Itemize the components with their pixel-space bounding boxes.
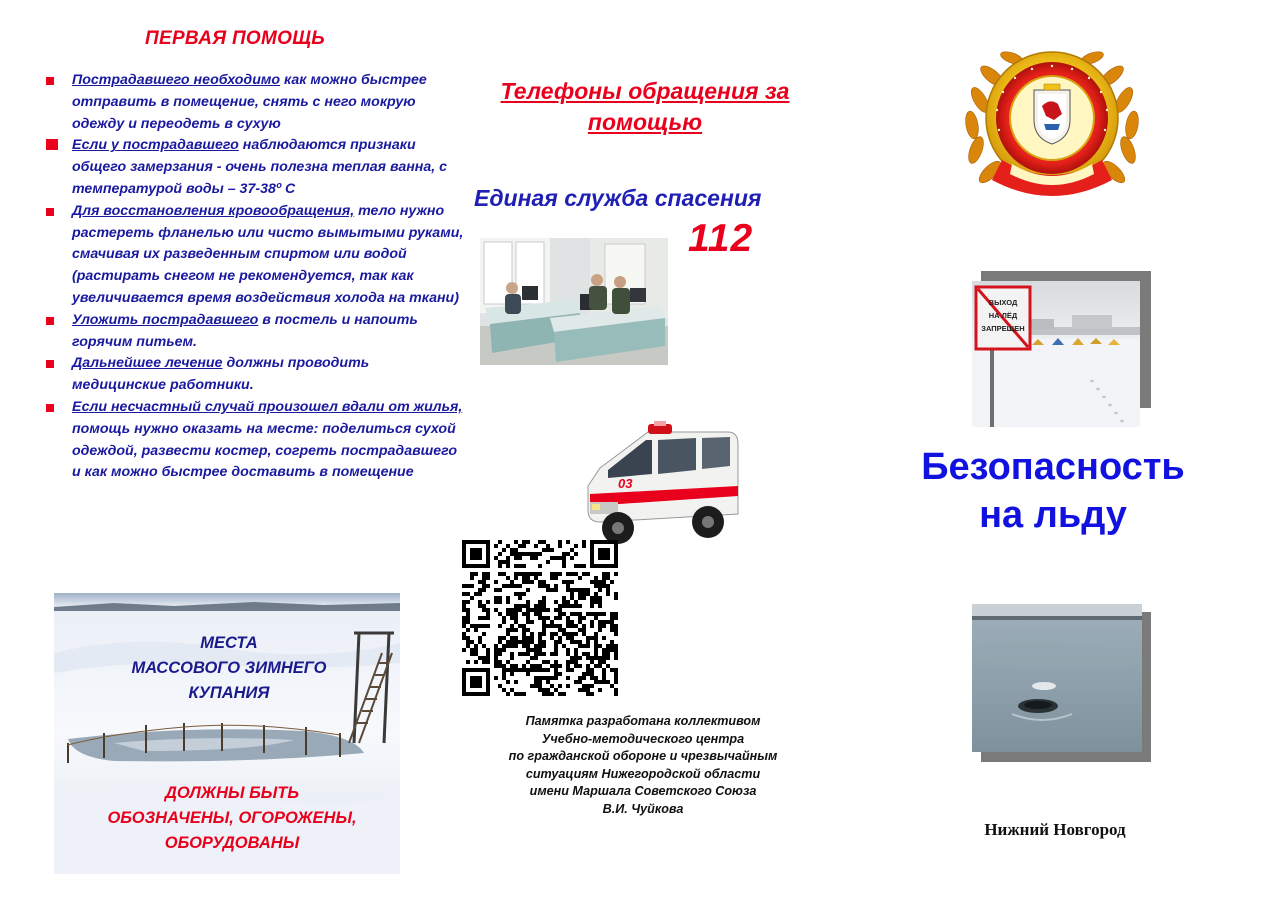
phones-title-line: Телефоны обращения за — [500, 78, 790, 104]
brochure-title-line: на льду — [979, 494, 1127, 536]
first-aid-item-lead: Для восстановления кровообращения, — [72, 202, 355, 219]
emergency-number: 112 — [688, 217, 754, 260]
first-aid-item — [44, 70, 464, 135]
first-aid-item-lead: Если несчастный случай произошел вдали от жилья, — [72, 398, 463, 415]
credits-line: Учебно-методического центра — [541, 731, 745, 746]
bathing-photo-caption-top — [114, 631, 344, 706]
dispatch-office-photo — [480, 238, 668, 365]
sign-text-line: ЗАПРЕЩЕН — [981, 324, 1025, 333]
ambulance-badge: 03 — [618, 476, 633, 491]
ambulance-illustration — [578, 418, 742, 550]
first-aid-item-text: как можно быстрее отправить в помещение, снять с него мокрую одежду и переодеть в сухую — [72, 72, 427, 132]
credits-block — [462, 713, 824, 819]
first-aid-item — [44, 353, 464, 397]
bathing-caption-line: МАССОВОГО ЗИМНЕГО — [131, 659, 327, 677]
ice-hole-illustration — [972, 604, 1142, 752]
bullet-icon — [46, 139, 58, 150]
no-ice-exit-illustration — [972, 281, 1140, 427]
training-center-emblem — [962, 40, 1142, 210]
bathing-warning-line: ОБОРУДОВАНЫ — [164, 834, 300, 852]
first-aid-item-text: тело нужно растереть фланелью или чисто вымытыми руками, смачивая их разведенным спиртом или водой (растирать снегом не рекомендуется, так как увеличивается время воздействия холода на ткани) — [72, 202, 464, 306]
bathing-caption-line: МЕСТА — [200, 634, 258, 652]
dispatch-office-illustration — [480, 238, 668, 365]
first-aid-title: ПЕРВАЯ ПОМОЩЬ — [145, 28, 326, 49]
ice-hole-photo — [972, 604, 1142, 752]
emblem-logo — [962, 40, 1142, 210]
first-aid-item-lead: Если у пострадавшего — [72, 137, 239, 154]
qr-code[interactable] — [462, 540, 618, 696]
qr-code-matrix — [462, 540, 618, 696]
credits-line: ситуациям Нижегородской области — [525, 766, 761, 781]
first-aid-item-lead: Уложить пострадавшего — [72, 311, 259, 328]
city-name: Нижний Новгород — [984, 820, 1126, 839]
first-aid-item — [44, 201, 464, 310]
first-aid-item-lead: Дальнейшее лечение — [72, 355, 223, 372]
bathing-caption-line: КУПАНИЯ — [188, 684, 270, 702]
bullet-icon — [46, 77, 54, 85]
credits-line: по гражданской обороне и чрезвычайным — [508, 749, 778, 764]
credits-line: Памятка разработана коллективом — [525, 714, 761, 728]
bullet-icon — [46, 360, 54, 368]
bathing-photo-caption-bottom — [72, 781, 392, 856]
bullet-icon — [46, 208, 54, 216]
bathing-warning-line: ДОЛЖНЫ БЫТЬ — [164, 784, 300, 802]
bullet-icon — [46, 404, 54, 412]
phones-title-line: помощью — [587, 109, 703, 135]
sign-text-line: ВЫХОД — [988, 298, 1018, 307]
first-aid-item-text: помощь нужно оказать на месте: поделиться сухой одеждой, развести костер, согреть пострадавшего и как можно быстрее доставить в помещение — [72, 420, 458, 481]
first-aid-item-text: наблюдаются признаки общего замерзания - очень полезна теплая ванна, с температурой воды – 37-38º С — [72, 137, 448, 197]
winter-bathing-photo — [54, 593, 400, 874]
rescue-service-label: Единая служба спасения — [474, 185, 762, 211]
brochure-title — [880, 443, 1226, 539]
first-aid-item — [44, 397, 464, 484]
first-aid-item-lead: Пострадавшего необходимо — [72, 72, 281, 88]
phones-title — [470, 76, 820, 138]
first-aid-item-text: в постель и напоить горячим питьем. — [72, 311, 418, 350]
ambulance-image — [578, 418, 742, 550]
sign-text-line: НА ЛЁД — [988, 311, 1018, 320]
first-aid-item — [44, 135, 464, 200]
first-aid-list — [44, 70, 464, 484]
first-aid-item-text: должны проводить медицинские работники. — [72, 355, 370, 394]
no-ice-exit-sign-photo — [972, 281, 1140, 427]
first-aid-item — [44, 310, 464, 354]
bullet-icon — [46, 317, 54, 325]
credits-line: В.И. Чуйкова — [602, 801, 684, 816]
credits-line: имени Маршала Советского Союза — [529, 784, 757, 799]
brochure-title-line: Безопасность — [921, 446, 1185, 488]
bathing-warning-line: ОБОЗНАЧЕНЫ, ОГОРОЖЕНЫ, — [107, 809, 357, 827]
